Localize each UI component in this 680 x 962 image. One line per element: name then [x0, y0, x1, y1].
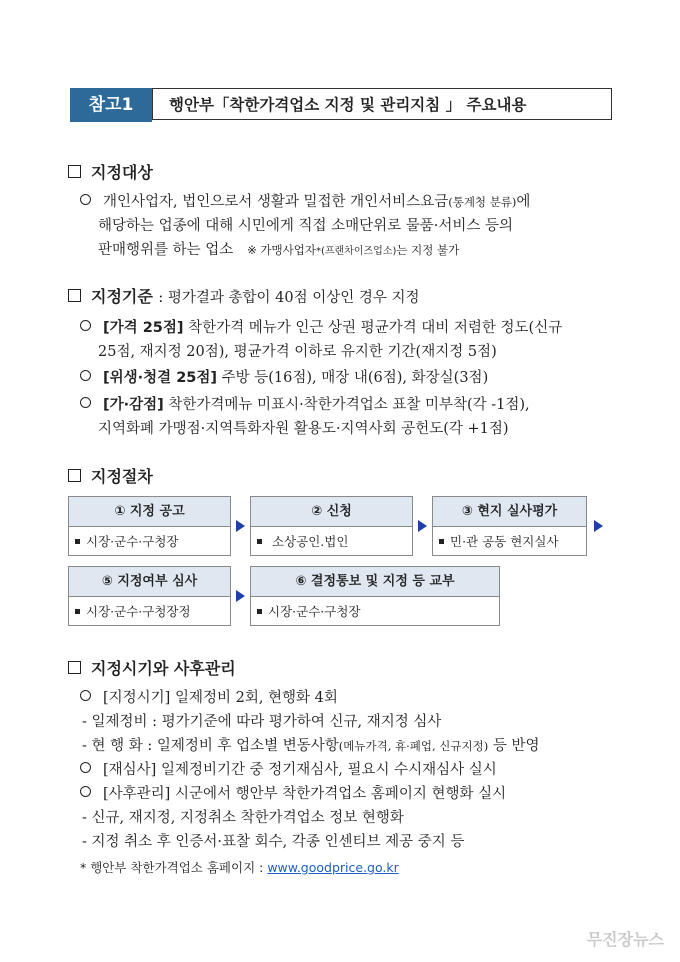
circle-bullet-icon — [80, 690, 91, 701]
target-line-3 — [98, 238, 459, 259]
step-box-2 — [250, 496, 413, 556]
text: 판매행위를 하는 업소 — [98, 242, 234, 258]
square-bullet-icon — [68, 661, 81, 674]
text: 주방 등(16점), 매장 내(6점), 화장실(3점) — [217, 370, 489, 386]
target-line-2: 해당하는 업종에 대해 시민에게 직접 소매단위로 물품·서비스 등의 — [98, 218, 514, 234]
label: [가·감점] — [103, 397, 164, 413]
page-title: 행안부「착한가격업소 지정 및 관리지침 」 주요내용 — [152, 88, 612, 120]
text: 개인사업자, 법인으로서 생활과 밀접한 개인서비스요금 — [103, 194, 449, 210]
bullet-icon — [75, 609, 80, 614]
circle-bullet-icon — [80, 194, 91, 205]
section-title: 지정절차 — [91, 467, 153, 486]
arrow-right-icon — [236, 520, 245, 532]
step-title: ③ 현지 실사평가 — [433, 497, 586, 527]
text-small: (통계청 분류) — [448, 195, 517, 209]
mgmt-line-2: - 일제정비 : 평가기준에 따라 평가하여 신규, 재지정 심사 — [82, 714, 442, 730]
step-title: ⑤ 지정여부 심사 — [69, 567, 230, 597]
step-box-5 — [68, 566, 231, 626]
step-body-text: 민·관 공동 현지실사 — [450, 534, 559, 549]
text: [사후관리] 시군에서 행안부 착한가격업소 홈페이지 현행화 실시 — [103, 786, 507, 802]
step-body — [251, 527, 412, 556]
circle-bullet-icon — [80, 320, 91, 331]
square-bullet-icon — [68, 469, 81, 482]
arrow-right-icon — [594, 520, 603, 532]
section-heading-management — [68, 656, 236, 679]
text: 착한가격메뉴 미표시·착한가격업소 표찰 미부착(각 -1점), — [163, 397, 530, 413]
step-body — [433, 527, 586, 556]
text: - 현 행 화 : 일제정비 후 업소별 변동사항 — [82, 738, 339, 754]
criteria-hygiene-line — [80, 366, 488, 387]
step-box-3 — [432, 496, 587, 556]
section-desc: : 평가결과 총합이 40점 이상인 경우 지정 — [158, 290, 420, 306]
step-body — [69, 597, 230, 626]
step-body — [251, 597, 499, 626]
criteria-price-line-1 — [80, 316, 562, 337]
bullet-icon — [75, 539, 80, 544]
text: 등 반영 — [488, 738, 540, 754]
step-title: ⑥ 결정통보 및 지정 등 교부 — [251, 567, 499, 597]
note: ※ 가맹사업자 — [247, 243, 316, 257]
bullet-icon — [257, 609, 262, 614]
mgmt-line-6: - 신규, 재지정, 지정취소 착한가격업소 정보 현행화 — [82, 810, 404, 826]
arrow-right-icon — [418, 520, 427, 532]
label: [가격 25점] — [103, 320, 184, 336]
mgmt-line-4 — [80, 758, 497, 779]
text-small: (메뉴가격, 휴·폐업, 신규지정) — [338, 739, 489, 753]
text: 에 — [516, 194, 531, 210]
step-body-text: 소상공인.법인 — [271, 534, 349, 549]
section-heading-target — [68, 160, 153, 183]
step-body-text: 시장·군수·구청장 — [268, 604, 361, 619]
mgmt-line-1 — [80, 686, 338, 707]
label: [위생·청결 25점] — [103, 370, 218, 386]
square-bullet-icon — [68, 289, 81, 302]
reference-badge: 참고1 — [70, 88, 152, 122]
section-heading-criteria — [68, 284, 420, 307]
homepage-footnote — [80, 858, 399, 876]
bullet-icon — [257, 539, 262, 544]
section-title: 지정기준 — [91, 287, 153, 306]
footnote-text: * 행안부 착한가격업소 홈페이지 : — [80, 860, 268, 875]
target-line-1 — [80, 190, 530, 211]
mgmt-line-3 — [82, 734, 539, 755]
circle-bullet-icon — [80, 786, 91, 797]
step-box-1 — [68, 496, 231, 556]
note-end: 는 지정 불가 — [396, 243, 460, 257]
text: [재심사] 일제정비기간 중 정기재심사, 필요시 수시재심사 실시 — [103, 762, 497, 778]
mgmt-line-5 — [80, 782, 506, 803]
section-title: 지정대상 — [91, 163, 153, 182]
homepage-link[interactable]: www.goodprice.go.kr — [267, 860, 399, 875]
square-bullet-icon — [68, 165, 81, 178]
step-title: ② 신청 — [251, 497, 412, 527]
criteria-bonus-line-2: 지역화폐 가맹점·지역특화자원 활용도·지역사회 공헌도(각 +1점) — [98, 421, 509, 437]
text: 착한가격 메뉴가 인근 상권 평균가격 대비 저렴한 정도(신규 — [183, 320, 563, 336]
section-heading-procedure — [68, 464, 153, 487]
step-body-text: 시장·군수·구청장정 — [86, 604, 191, 619]
step-box-6 — [250, 566, 500, 626]
arrow-right-icon — [236, 590, 245, 602]
note-small: *(프랜차이즈업소) — [315, 246, 397, 257]
circle-bullet-icon — [80, 397, 91, 408]
step-body — [69, 527, 230, 556]
mgmt-line-7: - 지정 취소 후 인증서·표찰 회수, 각종 인센티브 제공 중지 등 — [82, 834, 465, 850]
criteria-bonus-line-1 — [80, 393, 530, 414]
bullet-icon — [439, 539, 444, 544]
watermark-logo: 무진장뉴스 — [586, 930, 664, 949]
step-body-text: 시장·군수·구청장 — [86, 534, 179, 549]
section-title: 지정시기와 사후관리 — [91, 659, 236, 678]
criteria-price-line-2: 25점, 재지정 20점), 평균가격 이하로 유지한 기간(재지정 5점) — [98, 344, 497, 360]
step-title: ① 지정 공고 — [69, 497, 230, 527]
circle-bullet-icon — [80, 762, 91, 773]
circle-bullet-icon — [80, 370, 91, 381]
text: [지정시기] 일제정비 2회, 현행화 4회 — [103, 690, 338, 706]
